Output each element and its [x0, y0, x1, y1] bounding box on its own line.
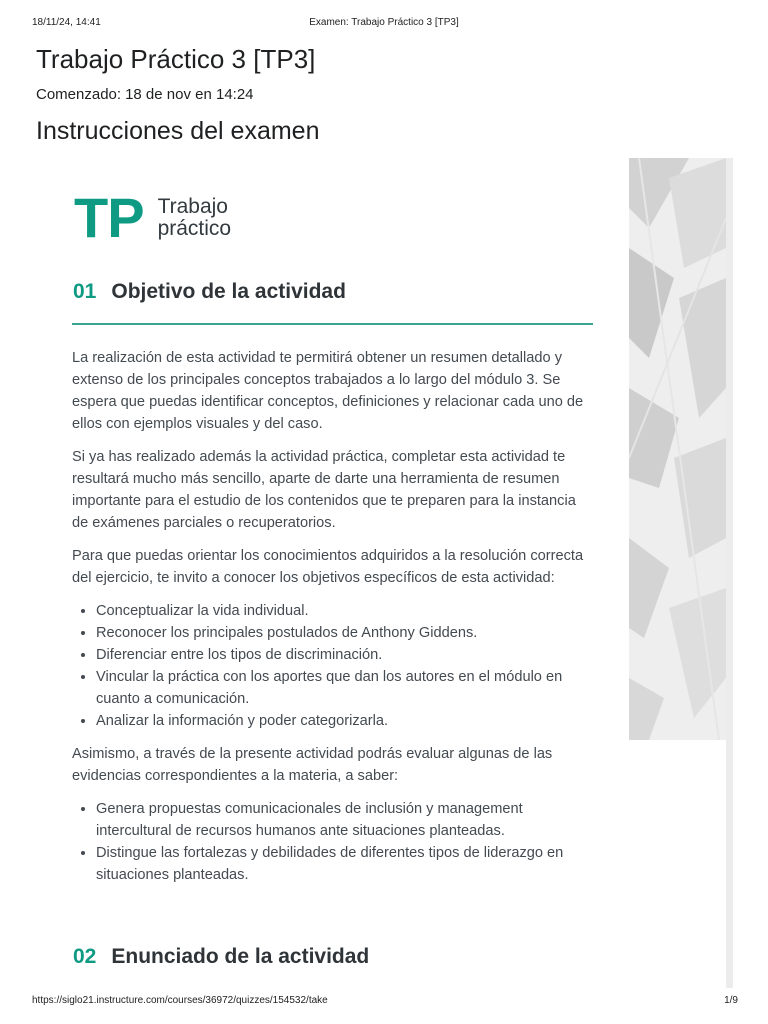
- paragraph: Asimismo, a través de la presente actividad podrás evaluar algunas de las evidencias correspondientes a la materia, a saber:: [72, 746, 553, 784]
- list-item: • Genera propuestas comunicacionales de inclusión y management intercultural de recursos humanos ante situaciones planteadas.: [96, 798, 596, 842]
- abstract-pattern-icon: [629, 158, 726, 740]
- list-item: • Distingue las fortalezas y debilidades de diferentes tipos de liderazgo en situaciones planteadas.: [96, 842, 596, 886]
- paragraph: Para que puedas orientar los conocimientos adquiridos a la resolución correcta del ejercicio, te invito a conocer los objetivos específicos de esta actividad:: [72, 548, 584, 586]
- tp-logo-mark: TP: [74, 186, 144, 249]
- list-item: • Vincular la práctica con los aportes que dan los autores en el módulo en cuanto a comunicación.: [96, 666, 596, 710]
- section-divider: [72, 323, 593, 325]
- print-page-number: 1/9: [724, 995, 738, 1006]
- section-body: [72, 347, 596, 897]
- section-number: 01: [73, 280, 97, 303]
- list-item: • Analizar la información y poder categorizarla.: [96, 710, 596, 732]
- paragraph: La realización de esta actividad te permitirá obtener un resumen detallado y extenso de los principales conceptos trabajados a lo largo del módulo 3. Se espera que puedas identificar conceptos, definiciones y relacionar cada uno de ellos con ejemplos visuales y del caso.: [72, 350, 584, 432]
- print-datetime: 18/11/24, 14:41: [32, 17, 101, 28]
- paragraph: Si ya has realizado además la actividad práctica, completar esta actividad te resultará mucho más sencillo, aparte de darte una herramienta de resumen importante para el estudio de los contenidos que te preparen para la instancia de exámenes parciales o recuperatorios.: [72, 449, 576, 531]
- list-item: • Diferenciar entre los tipos de discriminación.: [96, 644, 596, 666]
- objectives-list: [72, 600, 596, 732]
- print-url: https://siglo21.instructure.com/courses/36972/quizzes/154532/take: [32, 995, 328, 1006]
- instructions-content: [40, 158, 620, 988]
- evidences-list: [72, 798, 596, 886]
- tp-logo-words: [158, 196, 232, 240]
- tp-logo: [74, 186, 232, 249]
- tp-logo-line1: Trabajo: [157, 195, 228, 218]
- decorative-side-image: [629, 158, 726, 740]
- scrollbar-track[interactable]: [726, 158, 733, 988]
- quiz-title: Trabajo Práctico 3 [TP3]: [36, 44, 316, 74]
- section-heading-enunciado: [73, 945, 369, 969]
- tp-logo-line2: práctico: [157, 217, 232, 240]
- started-value: 18 de nov en 14:24: [125, 86, 254, 103]
- section-number: 02: [73, 945, 97, 968]
- started-label: Comenzado:: [36, 86, 122, 103]
- section-heading-objetivo: [73, 280, 346, 304]
- print-tab-title: Examen: Trabajo Práctico 3 [TP3]: [309, 17, 459, 28]
- list-item: • Reconocer los principales postulados de Anthony Giddens.: [96, 622, 596, 644]
- list-item: • Conceptualizar la vida individual.: [96, 600, 596, 622]
- section-title: Objetivo de la actividad: [111, 280, 346, 303]
- section-title: Enunciado de la actividad: [111, 945, 370, 968]
- started-info: [36, 86, 258, 103]
- instructions-heading: Instrucciones del examen: [36, 117, 320, 145]
